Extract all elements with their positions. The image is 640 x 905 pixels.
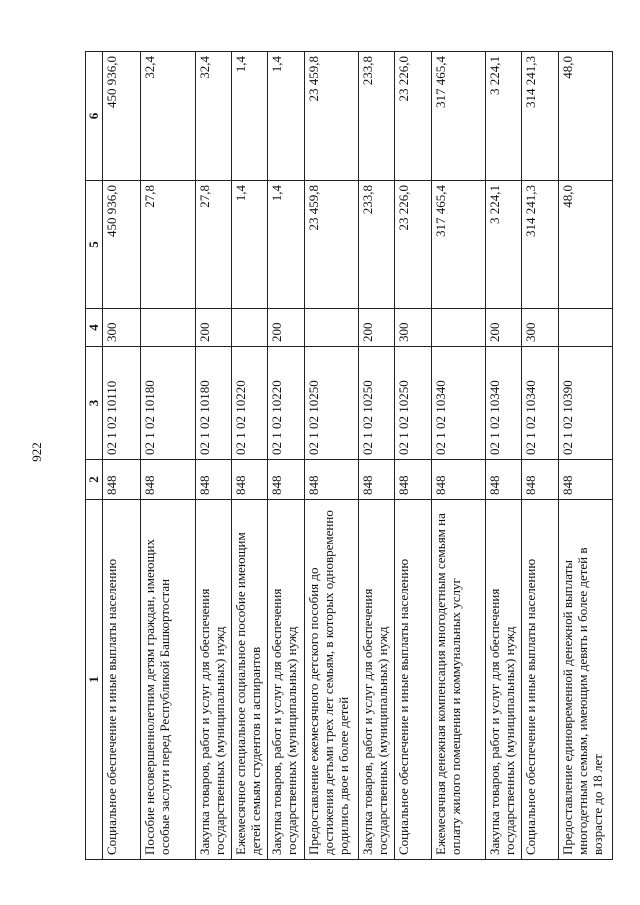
row-value-2: 233,8 <box>358 52 394 181</box>
row-name: Закупка товаров, работ и услуг для обеспечения государственных (муниципальных) нужд <box>195 500 231 860</box>
row-name: Закупка товаров, работ и услуг для обеспечения государственных (муниципальных) нужд <box>485 500 521 860</box>
row-csr: 02 1 02 10340 <box>522 347 558 460</box>
row-ved: 848 <box>195 460 231 500</box>
row-value-2: 23 226,0 <box>395 52 431 181</box>
row-csr: 02 1 02 10250 <box>395 347 431 460</box>
row-csr: 02 1 02 10110 <box>103 347 141 460</box>
row-ved: 848 <box>431 460 485 500</box>
row-value-2: 317 465,4 <box>431 52 485 181</box>
budget-table-container <box>85 52 613 860</box>
table-row <box>522 52 558 860</box>
row-value-1: 3 224,1 <box>485 181 521 309</box>
row-name: Социальное обеспечение и иные выплаты населению <box>522 500 558 860</box>
row-ved: 848 <box>358 460 394 500</box>
row-value-2: 3 224,1 <box>485 52 521 181</box>
row-value-1: 27,8 <box>195 181 231 309</box>
row-csr: 02 1 02 10180 <box>195 347 231 460</box>
row-value-1: 23 459,8 <box>304 181 358 309</box>
row-vr: 200 <box>485 309 521 347</box>
row-csr: 02 1 02 10250 <box>358 347 394 460</box>
row-csr: 02 1 02 10390 <box>558 347 612 460</box>
row-name: Пособие несовершеннолетним детям граждан, имеющих особые заслуги перед Республикой Башкортостан <box>141 500 195 860</box>
row-vr <box>232 309 268 347</box>
budget-table <box>85 51 613 860</box>
table-row <box>103 52 141 860</box>
row-ved: 848 <box>268 460 304 500</box>
row-value-2: 450 936,0 <box>103 52 141 181</box>
row-value-1: 317 465,4 <box>431 181 485 309</box>
header-col-6: 6 <box>86 52 103 181</box>
table-row <box>141 52 195 860</box>
row-name: Предоставление ежемесячного детского пособия до достижения детьми трех лет семьям, в которых одновременно родились двое и более детей <box>304 500 358 860</box>
row-ved: 848 <box>232 460 268 500</box>
row-vr <box>558 309 612 347</box>
table-row <box>195 52 231 860</box>
row-value-2: 23 459,8 <box>304 52 358 181</box>
row-ved: 848 <box>141 460 195 500</box>
row-value-2: 32,4 <box>195 52 231 181</box>
row-value-1: 233,8 <box>358 181 394 309</box>
row-vr: 200 <box>268 309 304 347</box>
table-row <box>358 52 394 860</box>
row-value-1: 314 241,3 <box>522 181 558 309</box>
row-vr: 300 <box>522 309 558 347</box>
row-value-2: 314 241,3 <box>522 52 558 181</box>
header-row <box>86 52 103 860</box>
row-value-1: 1,4 <box>232 181 268 309</box>
row-value-1: 48,0 <box>558 181 612 309</box>
table-row <box>232 52 268 860</box>
row-value-2: 32,4 <box>141 52 195 181</box>
row-vr <box>431 309 485 347</box>
header-col-3: 3 <box>86 347 103 460</box>
row-value-2: 1,4 <box>268 52 304 181</box>
row-vr: 300 <box>395 309 431 347</box>
table-row <box>558 52 612 860</box>
header-col-2: 2 <box>86 460 103 500</box>
row-csr: 02 1 02 10340 <box>431 347 485 460</box>
row-csr: 02 1 02 10220 <box>232 347 268 460</box>
row-csr: 02 1 02 10340 <box>485 347 521 460</box>
row-value-2: 48,0 <box>558 52 612 181</box>
table-row <box>395 52 431 860</box>
row-ved: 848 <box>103 460 141 500</box>
row-csr: 02 1 02 10220 <box>268 347 304 460</box>
row-vr <box>141 309 195 347</box>
row-value-1: 450 936,0 <box>103 181 141 309</box>
row-name: Предоставление единовременной денежной выплаты многодетным семьям, имеющим девять и более детей в возрасте до 18 лет <box>558 500 612 860</box>
rotated-page-content <box>85 52 613 860</box>
row-ved: 848 <box>558 460 612 500</box>
row-name: Ежемесячная денежная компенсация многодетным семьям на оплату жилого помещения и коммунальных услуг <box>431 500 485 860</box>
table-row <box>268 52 304 860</box>
header-col-1: 1 <box>86 500 103 860</box>
row-name: Социальное обеспечение и иные выплаты населению <box>395 500 431 860</box>
row-vr: 200 <box>358 309 394 347</box>
row-csr: 02 1 02 10250 <box>304 347 358 460</box>
row-value-1: 1,4 <box>268 181 304 309</box>
row-ved: 848 <box>522 460 558 500</box>
row-vr <box>304 309 358 347</box>
row-ved: 848 <box>395 460 431 500</box>
table-row <box>431 52 485 860</box>
row-vr: 200 <box>195 309 231 347</box>
row-ved: 848 <box>485 460 521 500</box>
row-value-1: 27,8 <box>141 181 195 309</box>
row-vr: 300 <box>103 309 141 347</box>
table-row <box>485 52 521 860</box>
header-col-5: 5 <box>86 181 103 309</box>
row-name: Социальное обеспечение и иные выплаты населению <box>103 500 141 860</box>
row-csr: 02 1 02 10180 <box>141 347 195 460</box>
row-value-1: 23 226,0 <box>395 181 431 309</box>
page-number: 922 <box>29 442 44 462</box>
table-row <box>304 52 358 860</box>
row-ved: 848 <box>304 460 358 500</box>
row-name: Ежемесячное специальное социальное пособие имеющим детей семьям студентов и аспирантов <box>232 500 268 860</box>
row-value-2: 1,4 <box>232 52 268 181</box>
header-col-4: 4 <box>86 309 103 347</box>
row-name: Закупка товаров, работ и услуг для обеспечения государственных (муниципальных) нужд <box>268 500 304 860</box>
row-name: Закупка товаров, работ и услуг для обеспечения государственных (муниципальных) нужд <box>358 500 394 860</box>
